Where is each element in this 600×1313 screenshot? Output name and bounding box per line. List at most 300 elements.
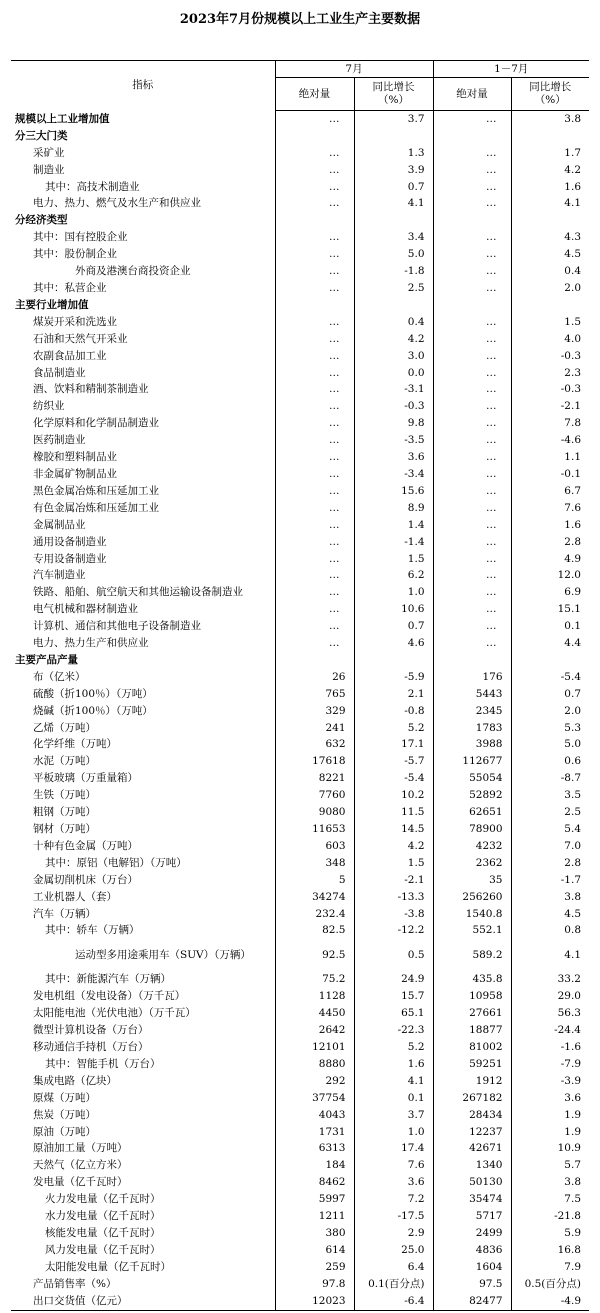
table-row bbox=[11, 1191, 589, 1208]
cell-july-yoy: 24.9 bbox=[354, 971, 433, 988]
cell-ytd-yoy: 29.0 bbox=[511, 988, 589, 1005]
cell-ytd-absolute: 59251 bbox=[433, 1056, 511, 1073]
cell-ytd-yoy: -3.9 bbox=[511, 1073, 589, 1090]
cell-july-yoy: 1.0 bbox=[354, 1124, 433, 1141]
row-label: 钢材（万吨） bbox=[33, 823, 96, 836]
cell-ytd-absolute: 97.5 bbox=[433, 1276, 511, 1293]
row-label: 工业机器人（套） bbox=[33, 890, 117, 903]
row-label: 发电量（亿千瓦时） bbox=[33, 1176, 128, 1189]
cell-ytd-yoy: 4.4 bbox=[511, 635, 589, 652]
cell-july-yoy: -1.4 bbox=[354, 534, 433, 551]
cell-ytd-yoy: 33.2 bbox=[511, 971, 589, 988]
cell-ytd-yoy: 2.3 bbox=[511, 365, 589, 382]
cell-july-yoy: 0.7 bbox=[354, 179, 433, 196]
cell-ytd-absolute: … bbox=[433, 263, 511, 280]
cell-july-absolute: … bbox=[275, 584, 354, 601]
row-label: 运动型多用途乘用车（SUV）（万辆） bbox=[75, 948, 251, 961]
table-row bbox=[11, 1022, 589, 1039]
cell-july-yoy: -3.1 bbox=[354, 382, 433, 399]
cell-july-yoy: 25.0 bbox=[354, 1242, 433, 1259]
cell-ytd-absolute: … bbox=[433, 584, 511, 601]
cell-ytd-absolute: 55054 bbox=[433, 770, 511, 787]
cell-ytd-yoy: 0.7 bbox=[511, 686, 589, 703]
cell-july-yoy: 1.5 bbox=[354, 855, 433, 872]
table-row bbox=[11, 517, 589, 534]
cell-ytd-absolute: 52892 bbox=[433, 787, 511, 804]
cell-july-yoy: 4.6 bbox=[354, 635, 433, 652]
row-label: 生铁（万吨） bbox=[33, 789, 96, 802]
cell-ytd-absolute: … bbox=[433, 179, 511, 196]
row-label: 金属切削机床（万台） bbox=[33, 873, 138, 886]
cell-ytd-yoy: 6.7 bbox=[511, 483, 589, 500]
cell-july-absolute: 92.5 bbox=[275, 939, 354, 971]
cell-ytd-yoy: 5.3 bbox=[511, 720, 589, 737]
cell-ytd-absolute: … bbox=[433, 382, 511, 399]
cell-ytd-absolute: … bbox=[433, 331, 511, 348]
cell-ytd-absolute bbox=[433, 128, 511, 145]
cell-ytd-yoy: 1.7 bbox=[511, 145, 589, 162]
cell-july-absolute: 26 bbox=[275, 669, 354, 686]
cell-july-absolute: 292 bbox=[275, 1073, 354, 1090]
cell-july-yoy: 2.9 bbox=[354, 1225, 433, 1242]
cell-july-yoy bbox=[354, 212, 433, 229]
cell-ytd-absolute: 42671 bbox=[433, 1140, 511, 1157]
row-label: 通用设备制造业 bbox=[33, 535, 107, 548]
cell-july-yoy: 3.7 bbox=[354, 1107, 433, 1124]
cell-ytd-absolute: 256260 bbox=[433, 889, 511, 906]
row-label: 铁路、船舶、航空航天和其他运输设备制造业 bbox=[33, 586, 243, 599]
cell-ytd-absolute: … bbox=[433, 280, 511, 297]
row-label: 微型计算机设备（万台） bbox=[33, 1024, 149, 1037]
cell-ytd-absolute: 35474 bbox=[433, 1191, 511, 1208]
cell-ytd-yoy: 1.9 bbox=[511, 1107, 589, 1124]
cell-july-yoy: -0.8 bbox=[354, 703, 433, 720]
table-row bbox=[11, 1276, 589, 1293]
cell-ytd-yoy: 0.1 bbox=[511, 618, 589, 635]
cell-july-yoy: 0.7 bbox=[354, 618, 433, 635]
table-row bbox=[11, 415, 589, 432]
cell-july-yoy: 15.6 bbox=[354, 483, 433, 500]
row-label: 火力发电量（亿千瓦时） bbox=[45, 1193, 161, 1206]
cell-july-absolute: … bbox=[275, 263, 354, 280]
cell-july-yoy: 0.1 bbox=[354, 1090, 433, 1107]
cell-july-yoy bbox=[354, 297, 433, 314]
cell-ytd-yoy: -0.3 bbox=[511, 348, 589, 365]
table-row bbox=[11, 212, 589, 229]
row-label: 出口交货值（亿元） bbox=[11, 1293, 275, 1310]
cell-ytd-absolute: 27661 bbox=[433, 1005, 511, 1022]
row-label: 产品销售率（%） bbox=[33, 1277, 117, 1290]
cell-july-absolute: … bbox=[275, 246, 354, 263]
cell-july-yoy: 3.6 bbox=[354, 449, 433, 466]
cell-ytd-absolute: … bbox=[433, 196, 511, 213]
cell-ytd-yoy: 3.5 bbox=[511, 787, 589, 804]
cell-ytd-yoy: 1.9 bbox=[511, 1124, 589, 1141]
table-row bbox=[11, 1124, 589, 1141]
cell-july-absolute: 8880 bbox=[275, 1056, 354, 1073]
table-body bbox=[11, 111, 589, 1311]
table-row bbox=[11, 635, 589, 652]
cell-ytd-yoy: 4.3 bbox=[511, 229, 589, 246]
cell-ytd-yoy: 4.9 bbox=[511, 551, 589, 568]
row-label: 煤炭开采和洗选业 bbox=[33, 315, 117, 328]
cell-july-absolute: 8221 bbox=[275, 770, 354, 787]
cell-july-absolute: … bbox=[275, 449, 354, 466]
cell-ytd-yoy bbox=[511, 212, 589, 229]
table-row bbox=[11, 1090, 589, 1107]
cell-ytd-yoy: 12.0 bbox=[511, 567, 589, 584]
row-label: 外商及港澳台商投资企业 bbox=[75, 265, 191, 278]
cell-july-absolute: 765 bbox=[275, 686, 354, 703]
row-label: 十种有色金属（万吨） bbox=[33, 839, 138, 852]
cell-july-yoy: 4.1 bbox=[354, 196, 433, 213]
cell-ytd-yoy: 1.5 bbox=[511, 314, 589, 331]
table-row bbox=[11, 906, 589, 923]
cell-july-absolute: … bbox=[275, 314, 354, 331]
cell-july-absolute: 259 bbox=[275, 1259, 354, 1276]
row-label: 化学原料和化学制品制造业 bbox=[33, 417, 159, 430]
cell-july-absolute: 184 bbox=[275, 1157, 354, 1174]
cell-ytd-yoy: 7.9 bbox=[511, 1259, 589, 1276]
table-row bbox=[11, 753, 589, 770]
table-row bbox=[11, 348, 589, 365]
table-row bbox=[11, 787, 589, 804]
row-label: 专用设备制造业 bbox=[33, 552, 107, 565]
cell-july-yoy: 17.1 bbox=[354, 737, 433, 754]
row-label: 太阳能发电量（亿千瓦时） bbox=[45, 1260, 171, 1273]
cell-ytd-yoy: 4.2 bbox=[511, 162, 589, 179]
table-row bbox=[11, 889, 589, 906]
row-label: 黑色金属冶炼和压延加工业 bbox=[33, 484, 159, 497]
cell-july-absolute: 75.2 bbox=[275, 971, 354, 988]
table-row bbox=[11, 669, 589, 686]
table-row bbox=[11, 449, 589, 466]
row-label: 分三大门类 bbox=[15, 129, 68, 142]
cell-july-yoy: 17.4 bbox=[354, 1140, 433, 1157]
cell-ytd-absolute: 552.1 bbox=[433, 923, 511, 940]
cell-july-absolute: 1128 bbox=[275, 988, 354, 1005]
cell-ytd-yoy: -0.1 bbox=[511, 466, 589, 483]
cell-ytd-yoy: -1.6 bbox=[511, 1039, 589, 1056]
table-row bbox=[11, 280, 589, 297]
cell-ytd-yoy: 5.9 bbox=[511, 1225, 589, 1242]
table-row bbox=[11, 229, 589, 246]
row-label: 其中：智能手机（万台） bbox=[45, 1057, 161, 1070]
cell-july-yoy: 1.6 bbox=[354, 1056, 433, 1073]
cell-ytd-absolute: … bbox=[433, 348, 511, 365]
table-row bbox=[11, 246, 589, 263]
table-row bbox=[11, 804, 589, 821]
cell-july-absolute: 348 bbox=[275, 855, 354, 872]
table-row bbox=[11, 923, 589, 940]
cell-july-yoy: 1.4 bbox=[354, 517, 433, 534]
cell-july-absolute: 232.4 bbox=[275, 906, 354, 923]
row-label: 核能发电量（亿千瓦时） bbox=[45, 1226, 161, 1239]
cell-ytd-yoy: 5.4 bbox=[511, 821, 589, 838]
cell-july-yoy: -13.3 bbox=[354, 889, 433, 906]
cell-july-yoy: 10.2 bbox=[354, 787, 433, 804]
cell-july-absolute: 17618 bbox=[275, 753, 354, 770]
row-label: 水泥（万吨） bbox=[33, 755, 96, 768]
row-label: 水力发电量（亿千瓦时） bbox=[45, 1210, 161, 1223]
cell-ytd-absolute bbox=[433, 212, 511, 229]
row-label: 太阳能电池（光伏电池）（万千瓦） bbox=[33, 1007, 196, 1020]
cell-july-absolute: … bbox=[275, 145, 354, 162]
cell-ytd-yoy: 0.6 bbox=[511, 753, 589, 770]
table-row bbox=[11, 939, 589, 971]
cell-july-yoy: 6.4 bbox=[354, 1259, 433, 1276]
cell-ytd-yoy: 2.8 bbox=[511, 534, 589, 551]
table-row bbox=[11, 500, 589, 517]
cell-july-absolute: … bbox=[275, 365, 354, 382]
cell-july-absolute: … bbox=[275, 517, 354, 534]
table-row bbox=[11, 466, 589, 483]
row-label: 其中：高技术制造业 bbox=[45, 180, 140, 193]
cell-july-absolute: … bbox=[275, 432, 354, 449]
cell-ytd-absolute: 62651 bbox=[433, 804, 511, 821]
cell-july-yoy: -3.5 bbox=[354, 432, 433, 449]
header-july-absolute: 绝对量 bbox=[275, 78, 354, 111]
table-row bbox=[11, 601, 589, 618]
cell-ytd-yoy: 3.8 bbox=[511, 1174, 589, 1191]
cell-july-absolute: 5997 bbox=[275, 1191, 354, 1208]
row-label: 纺织业 bbox=[33, 400, 65, 413]
cell-july-yoy: 7.2 bbox=[354, 1191, 433, 1208]
cell-ytd-absolute: … bbox=[433, 618, 511, 635]
cell-ytd-absolute: … bbox=[433, 111, 511, 128]
cell-july-yoy: 7.6 bbox=[354, 1157, 433, 1174]
table-row bbox=[11, 1174, 589, 1191]
cell-july-absolute: … bbox=[275, 483, 354, 500]
cell-july-absolute: 12101 bbox=[275, 1039, 354, 1056]
cell-ytd-absolute: … bbox=[433, 365, 511, 382]
row-label: 汽车（万辆） bbox=[33, 907, 96, 920]
cell-ytd-absolute: 78900 bbox=[433, 821, 511, 838]
cell-ytd-absolute: 435.8 bbox=[433, 971, 511, 988]
header-yoy-line2: （%） bbox=[534, 94, 566, 106]
row-label: 乙烯（万吨） bbox=[33, 721, 96, 734]
header-ytd-absolute: 绝对量 bbox=[433, 78, 511, 111]
cell-july-absolute: … bbox=[275, 162, 354, 179]
cell-july-yoy: 65.1 bbox=[354, 1005, 433, 1022]
cell-ytd-yoy: 4.1 bbox=[511, 196, 589, 213]
table-row bbox=[11, 179, 589, 196]
row-label: 主要产品产量 bbox=[15, 653, 78, 666]
cell-july-absolute: … bbox=[275, 415, 354, 432]
table-row bbox=[11, 1140, 589, 1157]
cell-july-yoy: 4.2 bbox=[354, 331, 433, 348]
cell-ytd-absolute: … bbox=[433, 246, 511, 263]
cell-july-absolute: … bbox=[275, 618, 354, 635]
cell-ytd-absolute: 267182 bbox=[433, 1090, 511, 1107]
cell-ytd-yoy: 7.0 bbox=[511, 838, 589, 855]
cell-july-absolute: … bbox=[275, 635, 354, 652]
cell-ytd-absolute: … bbox=[433, 162, 511, 179]
cell-ytd-yoy: 4.1 bbox=[511, 939, 589, 971]
cell-july-yoy: 11.5 bbox=[354, 804, 433, 821]
row-label: 其中：轿车（万辆） bbox=[45, 924, 140, 937]
cell-ytd-absolute: 50130 bbox=[433, 1174, 511, 1191]
cell-july-yoy: -2.1 bbox=[354, 872, 433, 889]
header-ytd-yoy bbox=[511, 78, 589, 111]
row-label: 布（亿米） bbox=[33, 670, 86, 683]
cell-ytd-absolute: 589.2 bbox=[433, 939, 511, 971]
row-label: 电气机械和器材制造业 bbox=[33, 603, 138, 616]
cell-ytd-yoy: -8.7 bbox=[511, 770, 589, 787]
cell-july-absolute: … bbox=[275, 500, 354, 517]
cell-july-absolute: … bbox=[275, 398, 354, 415]
cell-ytd-absolute: … bbox=[433, 415, 511, 432]
cell-ytd-absolute: 28434 bbox=[433, 1107, 511, 1124]
cell-july-absolute: 603 bbox=[275, 838, 354, 855]
cell-ytd-absolute: 1912 bbox=[433, 1073, 511, 1090]
cell-july-yoy: 0.4 bbox=[354, 314, 433, 331]
row-label: 主要行业增加值 bbox=[15, 298, 89, 311]
cell-july-yoy: 4.1 bbox=[354, 1073, 433, 1090]
cell-ytd-absolute: … bbox=[433, 551, 511, 568]
table-row bbox=[11, 838, 589, 855]
row-label: 原油加工量（万吨） bbox=[33, 1142, 128, 1155]
cell-ytd-absolute: 5443 bbox=[433, 686, 511, 703]
cell-july-absolute: … bbox=[275, 280, 354, 297]
cell-ytd-yoy: 15.1 bbox=[511, 601, 589, 618]
row-label: 原油（万吨） bbox=[33, 1125, 96, 1138]
table-row bbox=[11, 297, 589, 314]
header-period-july: 7月 bbox=[275, 61, 433, 78]
table-row bbox=[11, 145, 589, 162]
cell-ytd-absolute bbox=[433, 297, 511, 314]
table-row bbox=[11, 567, 589, 584]
row-label: 电力、热力、燃气及水生产和供应业 bbox=[33, 197, 201, 210]
header-july-yoy bbox=[354, 78, 433, 111]
cell-july-yoy: 2.5 bbox=[354, 280, 433, 297]
row-label: 食品制造业 bbox=[33, 366, 86, 379]
row-label: 汽车制造业 bbox=[33, 569, 86, 582]
row-label: 粗钢（万吨） bbox=[33, 806, 96, 819]
cell-july-absolute: … bbox=[275, 348, 354, 365]
cell-ytd-yoy: 0.4 bbox=[511, 263, 589, 280]
cell-july-absolute bbox=[275, 297, 354, 314]
table-row bbox=[11, 1056, 589, 1073]
cell-july-yoy: -3.8 bbox=[354, 906, 433, 923]
row-label: 农副食品加工业 bbox=[33, 349, 107, 362]
row-label: 制造业 bbox=[33, 163, 65, 176]
cell-ytd-yoy: 7.8 bbox=[511, 415, 589, 432]
table-row bbox=[11, 652, 589, 669]
cell-july-absolute: 1731 bbox=[275, 1124, 354, 1141]
cell-july-yoy: 2.1 bbox=[354, 686, 433, 703]
cell-july-absolute: … bbox=[275, 179, 354, 196]
cell-july-absolute: 2642 bbox=[275, 1022, 354, 1039]
cell-july-yoy: 0.1(百分点) bbox=[354, 1276, 433, 1293]
cell-july-yoy: 0.0 bbox=[354, 365, 433, 382]
cell-july-yoy: -5.4 bbox=[354, 770, 433, 787]
cell-ytd-absolute: 4232 bbox=[433, 838, 511, 855]
cell-ytd-absolute: 10958 bbox=[433, 988, 511, 1005]
cell-july-yoy: 15.7 bbox=[354, 988, 433, 1005]
cell-ytd-yoy: -2.1 bbox=[511, 398, 589, 415]
header-yoy-line1: 同比增长 bbox=[529, 81, 572, 93]
row-label: 采矿业 bbox=[33, 146, 65, 159]
cell-ytd-yoy: 2.0 bbox=[511, 280, 589, 297]
cell-ytd-yoy: 3.8 bbox=[511, 889, 589, 906]
cell-july-absolute: 4043 bbox=[275, 1107, 354, 1124]
table-row bbox=[11, 584, 589, 601]
header-indicator: 指标 bbox=[11, 61, 275, 111]
row-label: 非金属矿物制品业 bbox=[33, 467, 117, 480]
table-row bbox=[11, 1259, 589, 1276]
table-row bbox=[11, 1225, 589, 1242]
cell-july-yoy: 5.0 bbox=[354, 246, 433, 263]
table-row bbox=[11, 483, 589, 500]
row-label: 集成电路（亿块） bbox=[33, 1074, 117, 1087]
row-label: 其中：股份制企业 bbox=[33, 248, 117, 261]
cell-ytd-absolute: 2345 bbox=[433, 703, 511, 720]
cell-ytd-absolute: 1340 bbox=[433, 1157, 511, 1174]
cell-july-absolute: … bbox=[275, 196, 354, 213]
cell-ytd-absolute: 3988 bbox=[433, 737, 511, 754]
cell-ytd-yoy: 16.8 bbox=[511, 1242, 589, 1259]
row-label: 电力、热力生产和供应业 bbox=[33, 637, 149, 650]
cell-july-yoy: -5.7 bbox=[354, 753, 433, 770]
cell-july-absolute bbox=[275, 652, 354, 669]
table-header bbox=[11, 61, 589, 111]
cell-july-absolute: 11653 bbox=[275, 821, 354, 838]
cell-ytd-yoy: 10.9 bbox=[511, 1140, 589, 1157]
cell-ytd-yoy: 56.3 bbox=[511, 1005, 589, 1022]
row-label: 酒、饮料和精制茶制造业 bbox=[33, 383, 149, 396]
cell-ytd-absolute: … bbox=[433, 534, 511, 551]
cell-july-absolute: … bbox=[275, 534, 354, 551]
cell-ytd-absolute: 18877 bbox=[433, 1022, 511, 1039]
cell-ytd-yoy: -4.9 bbox=[511, 1293, 589, 1310]
cell-july-absolute: … bbox=[275, 229, 354, 246]
cell-ytd-yoy: 2.8 bbox=[511, 855, 589, 872]
cell-july-absolute: 241 bbox=[275, 720, 354, 737]
table-row bbox=[11, 618, 589, 635]
table-row bbox=[11, 737, 589, 754]
table-row bbox=[11, 872, 589, 889]
row-label: 橡胶和塑料制品业 bbox=[33, 451, 117, 464]
cell-ytd-absolute: … bbox=[433, 145, 511, 162]
cell-ytd-yoy: 0.5(百分点) bbox=[511, 1276, 589, 1293]
row-label: 计算机、通信和其他电子设备制造业 bbox=[33, 620, 201, 633]
row-label: 硫酸（折100％）（万吨） bbox=[33, 687, 153, 700]
table-row bbox=[11, 1242, 589, 1259]
table-row bbox=[11, 331, 589, 348]
row-label: 发电机组（发电设备）（万千瓦） bbox=[33, 990, 186, 1003]
cell-july-absolute: … bbox=[275, 551, 354, 568]
cell-ytd-absolute: … bbox=[433, 635, 511, 652]
table-row bbox=[11, 1208, 589, 1225]
table-row bbox=[11, 128, 589, 145]
cell-ytd-yoy: 5.7 bbox=[511, 1157, 589, 1174]
cell-ytd-yoy: -0.3 bbox=[511, 382, 589, 399]
row-label: 原煤（万吨） bbox=[33, 1091, 96, 1104]
cell-ytd-yoy: 2.5 bbox=[511, 804, 589, 821]
data-table bbox=[11, 60, 589, 1311]
cell-ytd-yoy: 2.0 bbox=[511, 703, 589, 720]
row-label: 有色金属冶炼和压延加工业 bbox=[33, 501, 159, 514]
cell-ytd-absolute: … bbox=[433, 601, 511, 618]
cell-ytd-absolute: … bbox=[433, 314, 511, 331]
cell-july-yoy: 9.8 bbox=[354, 415, 433, 432]
cell-ytd-absolute: … bbox=[433, 229, 511, 246]
table-row bbox=[11, 971, 589, 988]
cell-ytd-absolute: 12237 bbox=[433, 1124, 511, 1141]
cell-ytd-absolute: … bbox=[433, 517, 511, 534]
cell-july-absolute: … bbox=[275, 331, 354, 348]
